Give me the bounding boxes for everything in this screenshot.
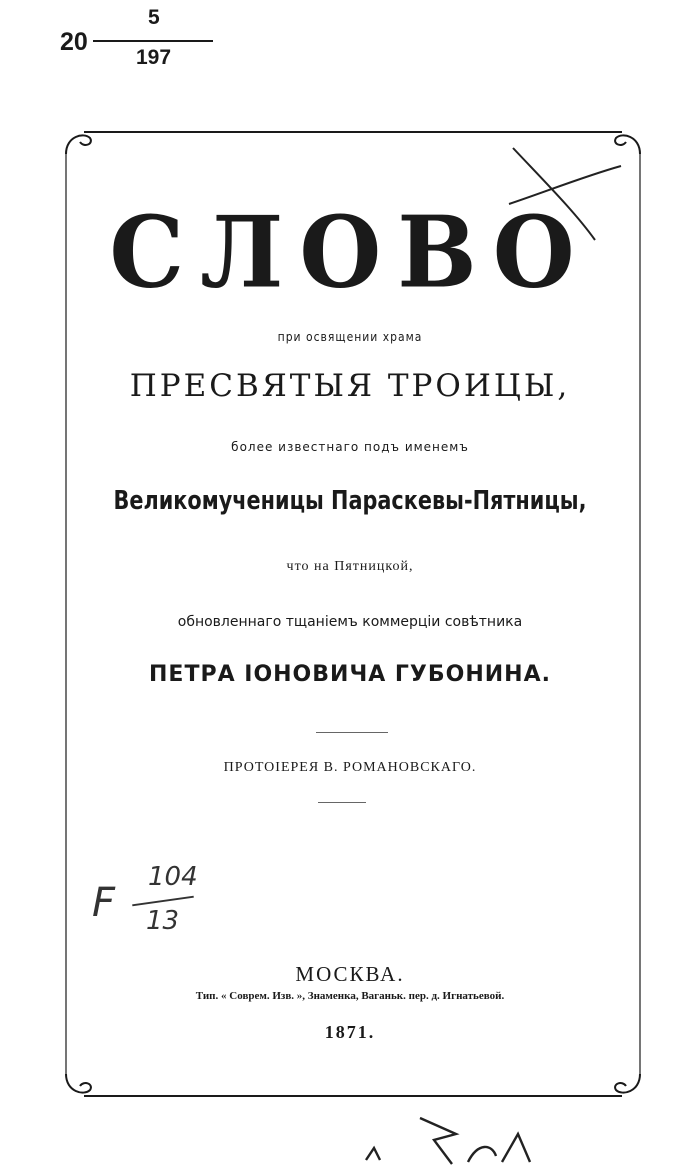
street-line: что на Пятницкой, [286,559,414,574]
church-name: ПРЕСВЯТЫЯ ТРОИЦЫ, [129,368,571,404]
handwritten-letter: F [92,880,116,926]
shelfmark-prefix: 20 [60,28,88,56]
imprint-press: Тип. « Соврем. Изв. », Знаменка, Ваганьк. пер. д. Игнатьевой. [195,990,505,1002]
main-title: СЛОВО [109,195,591,311]
imprint-city: МОСКВА. [295,962,405,986]
separator-rule [318,802,366,803]
shelfmark-numerator: 5 [148,6,160,29]
shelfmark-fraction-bar [93,40,213,42]
author-line: ПРОТОIЕРЕЯ В. РОМАНОВСКАГО. [223,760,477,775]
handwritten-scribble [360,1112,550,1166]
shelfmark-denominator: 197 [136,46,172,69]
known-as-line: более известнаго подъ именемъ [231,440,469,454]
separator-rule [316,732,388,733]
imprint-year: 1871. [324,1022,376,1042]
martyr-name: Великомученицы Параскевы-Пятницы, [113,486,587,516]
renewed-by-line: обновленнаго тщанiемъ коммерцiи совѣтника [177,614,523,630]
handwritten-number-top: 104 [148,862,198,892]
handwritten-number-bottom: 13 [146,906,180,936]
patron-name: ПЕТРА IОНОВИЧА ГУБОНИНА. [149,662,551,687]
occasion-line: при освящении храма [277,330,423,344]
